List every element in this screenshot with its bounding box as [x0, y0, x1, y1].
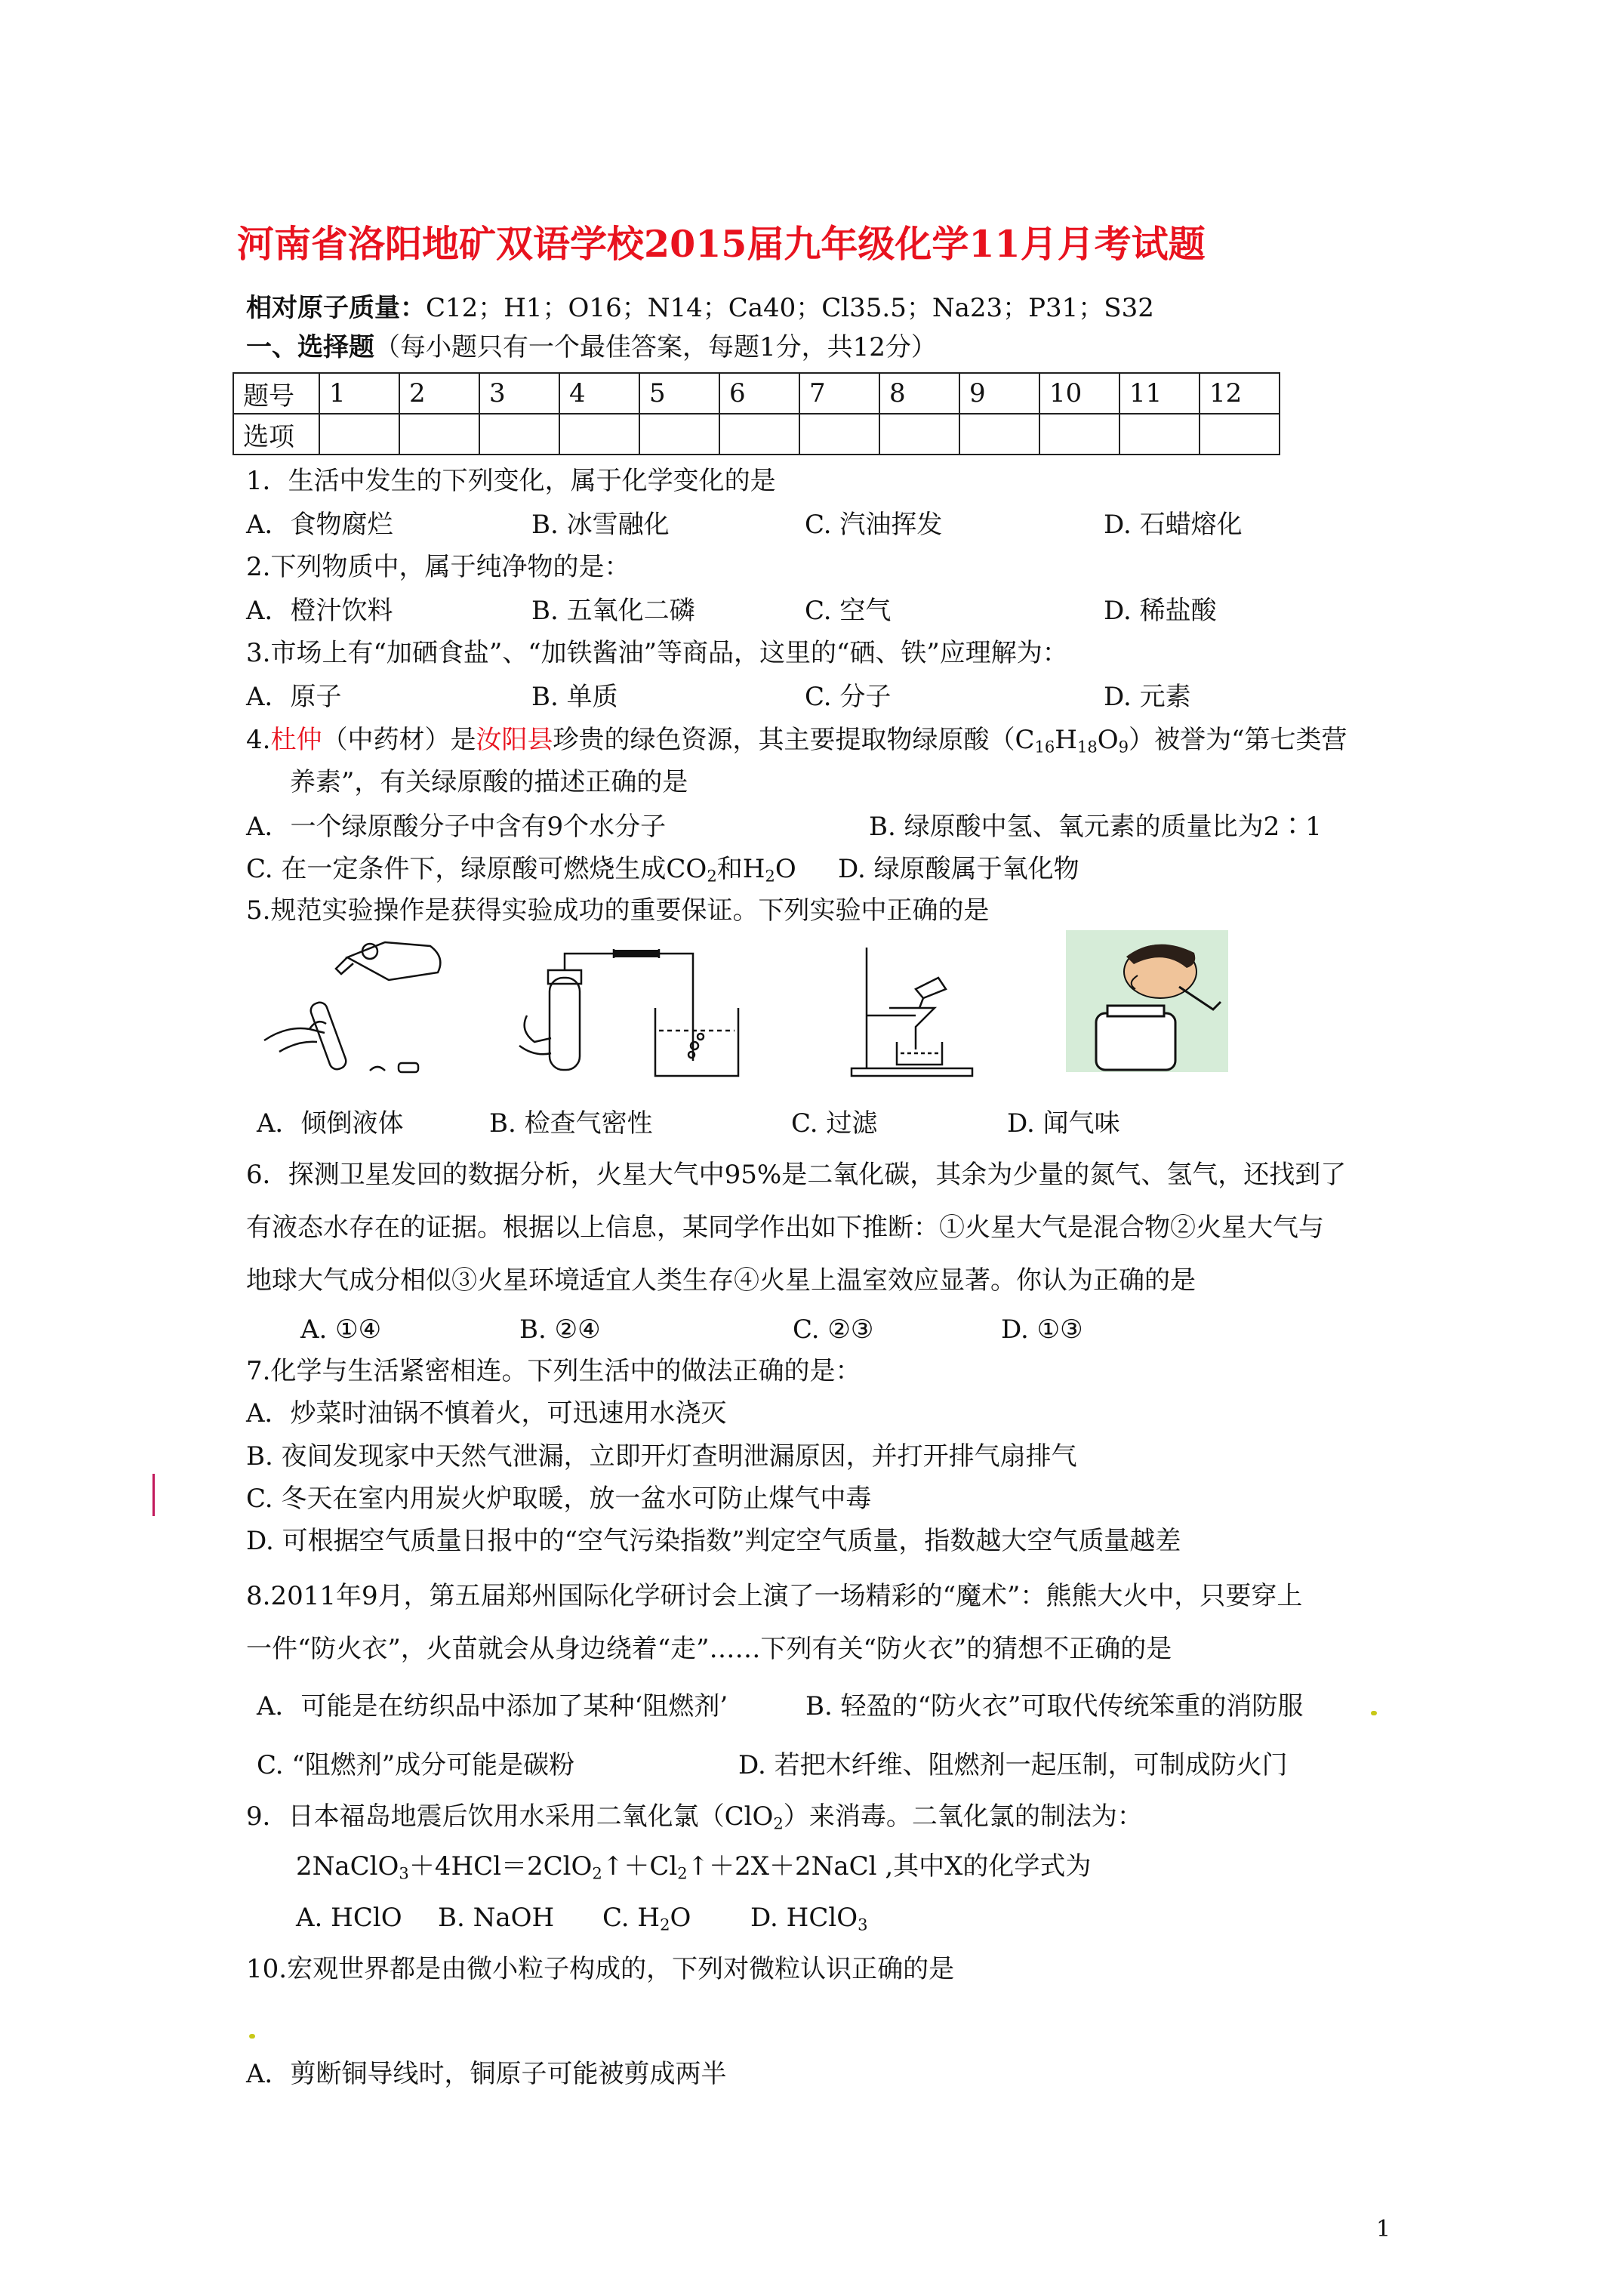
q3-option-b: B. 单质 [531, 682, 618, 712]
question-4-stem [246, 725, 1347, 755]
q9-text: 9．日本福岛地震后饮用水采用二氧化氯（ClO [246, 1801, 774, 1832]
table-cell-number: 9 [959, 373, 1039, 414]
answer-cell[interactable] [559, 414, 639, 455]
pouring-liquid-illustration [257, 927, 453, 1078]
q7-option-d: D. 可根据空气质量日报中的“空气污染指数”判定空气质量，指数越大空气质量越差 [246, 1526, 1181, 1556]
q9-text: ）来消毒。二氧化氯的制法为： [783, 1801, 1143, 1832]
green-dot-mark [249, 2034, 255, 2039]
table-cell-number: 6 [719, 373, 799, 414]
q4-option-a: A．一个绿原酸分子中含有9个水分子 [246, 812, 667, 842]
q9-eq-text: ↑＋Cl [602, 1851, 678, 1881]
question-2-stem: 2.下列物质中，属于纯净物的是： [246, 552, 630, 582]
question-4-number: 4. [246, 725, 271, 755]
answer-table-row-numbers [233, 373, 1280, 414]
q9-option-a: A. HClO [296, 1903, 402, 1933]
q6-option-a: A. ①④ [300, 1314, 382, 1345]
q4-text: 珍贵的绿色资源，其主要提取物绿原酸（C [553, 725, 1035, 755]
q9-eq-sub: 3 [399, 1863, 409, 1883]
section-note: （每小题只有一个最佳答案，每题1分，共12分） [374, 332, 937, 362]
question-6-line3: 地球大气成分相似③火星环境适宜人类生存④火星上温室效应显著。你认为正确的是 [246, 1265, 1196, 1296]
q10-option-a: A．剪断铜导线时，铜原子可能被剪成两半 [246, 2059, 727, 2089]
question-9-stem [246, 1801, 1143, 1832]
q9-equation [296, 1851, 1091, 1881]
filtration-illustration [844, 944, 980, 1083]
q3-option-c: C. 分子 [805, 682, 892, 712]
q8-option-a: A．可能是在纺织品中添加了某种‘阻燃剂’ [257, 1691, 728, 1721]
q2-option-a: A．橙汁饮料 [246, 596, 393, 626]
question-6-line1: 6．探测卫星发回的数据分析，火星大气中95%是二氧化碳，其余为少量的氮气、氢气，还找到了 [246, 1160, 1347, 1190]
answer-cell[interactable] [639, 414, 719, 455]
atomic-mass-label: 相对原子质量： [246, 293, 426, 323]
table-cell-number: 2 [399, 373, 479, 414]
q6-option-d: D. ①③ [1001, 1314, 1083, 1345]
q5-option-b: B. 检查气密性 [489, 1108, 653, 1139]
answer-cell[interactable] [1119, 414, 1200, 455]
answer-cell[interactable] [399, 414, 479, 455]
q8-option-d: D. 若把木纤维、阻燃剂一起压制，可制成防火门 [738, 1750, 1288, 1780]
question-7-stem: 7.化学与生活紧密相连。下列生活中的做法正确的是： [246, 1356, 861, 1386]
q4-option-d: D. 绿原酸属于氧化物 [838, 854, 1079, 884]
page-number: 1 [1376, 2216, 1391, 2242]
q1-option-c: C. 汽油挥发 [805, 510, 943, 540]
q4-sub: 9 [1118, 737, 1129, 757]
table-cell-number: 4 [559, 373, 639, 414]
q9-c-text: O [670, 1903, 691, 1933]
table-cell-number: 5 [639, 373, 719, 414]
table-cell-number: 11 [1119, 373, 1200, 414]
question-1-stem: 1．生活中发生的下列变化，属于化学变化的是 [246, 466, 776, 496]
q6-option-c: C. ②③ [793, 1314, 874, 1345]
table-header-number: 题号 [233, 373, 319, 414]
q2-option-c: C. 空气 [805, 596, 892, 626]
q9-d-text: D. HClO [750, 1903, 858, 1933]
q4-c-sub: 2 [707, 866, 717, 886]
q3-option-a: A．原子 [246, 682, 342, 712]
q1-option-a: A．食物腐烂 [246, 510, 393, 540]
answer-cell[interactable] [879, 414, 959, 455]
q9-c-sub: 2 [660, 1915, 670, 1934]
q7-option-a: A．炒菜时油锅不慎着火，可迅速用水浇灭 [246, 1398, 727, 1428]
answer-table [233, 372, 1280, 455]
table-cell-number: 1 [319, 373, 399, 414]
section-heading [246, 332, 937, 362]
q9-option-d [750, 1903, 868, 1933]
link-ruyang-county[interactable]: 汝阳县 [476, 725, 553, 755]
answer-cell[interactable] [719, 414, 799, 455]
q5-option-a: A．倾倒液体 [257, 1108, 404, 1139]
q7-option-c: C. 冬天在室内用炭火炉取暖，放一盆水可防止煤气中毒 [246, 1484, 872, 1514]
q9-eq-text: ↑＋2X＋2NaCl ,其中X的化学式为 [687, 1851, 1092, 1881]
table-cell-number: 10 [1039, 373, 1119, 414]
answer-cell[interactable] [1200, 414, 1280, 455]
q2-option-d: D. 稀盐酸 [1104, 596, 1217, 626]
q5-option-d: D. 闻气味 [1007, 1108, 1120, 1139]
q8-option-c: C. “阻燃剂”成分可能是碳粉 [257, 1750, 575, 1780]
answer-cell[interactable] [799, 414, 879, 455]
q4-text: O [1097, 725, 1119, 755]
page-title: 河南省洛阳地矿双语学校2015届九年级化学11月月考试题 [237, 222, 1206, 266]
answer-cell[interactable] [479, 414, 559, 455]
atomic-mass-values: C12；H1；O16；N14；Ca40；Cl35.5；Na23；P31；S32 [426, 293, 1154, 323]
question-8-line1: 8.2011年9月，第五届郑州国际化学研讨会上演了一场精彩的“魔术”：熊熊大火中，只要穿上 [246, 1581, 1303, 1611]
question-5-stem: 5.规范实验操作是获得实验成功的重要保证。下列实验中正确的是 [246, 895, 990, 926]
q7-option-b: B. 夜间发现家中天然气泄漏，立即开灯查明泄漏原因，并打开排气扇排气 [246, 1441, 1077, 1472]
q4-sub: 16 [1034, 737, 1055, 757]
q4-option-b: B. 绿原酸中氢、氧元素的质量比为2∶1 [869, 812, 1322, 842]
q9-c-text: C. H [602, 1903, 661, 1933]
q1-option-b: B. 冰雪融化 [531, 510, 670, 540]
q3-option-d: D. 元素 [1104, 682, 1191, 712]
question-6-line2: 有液态水存在的证据。根据以上信息，某同学作出如下推断：①火星大气是混合物②火星大气与 [246, 1213, 1324, 1243]
atomic-mass-line [246, 293, 1154, 323]
table-cell-number: 12 [1200, 373, 1280, 414]
q9-option-b: B. NaOH [438, 1903, 555, 1933]
q9-eq-text: ＋4HCl＝2ClO [408, 1851, 593, 1881]
question-8-line2: 一件“防火衣”，火苗就会从身边绕着“走”……下列有关“防火衣”的猜想不正确的是 [246, 1634, 1172, 1664]
q4-text: H [1055, 725, 1077, 755]
q1-option-d: D. 石蜡熔化 [1104, 510, 1243, 540]
q6-option-b: B. ②④ [519, 1314, 601, 1345]
section-label: 一、选择题 [246, 332, 374, 362]
q9-eq-text: 2NaClO [296, 1851, 399, 1881]
q4-sub: 18 [1076, 737, 1098, 757]
q4-c-text: 和H [716, 854, 765, 884]
question-3-stem: 3.市场上有“加硒食盐”、“加铁酱油”等商品，这里的“硒、铁”应理解为： [246, 638, 1068, 668]
text-cursor [152, 1474, 155, 1516]
q9-option-c [602, 1903, 691, 1933]
table-cell-number: 8 [879, 373, 959, 414]
q9-sub: 2 [773, 1814, 784, 1833]
table-cell-number: 3 [479, 373, 559, 414]
question-10-stem: 10.宏观世界都是由微小粒子构成的，下列对微粒认识正确的是 [246, 1954, 955, 1984]
q9-d-sub: 3 [858, 1915, 868, 1934]
airtightness-check-illustration [504, 948, 791, 1080]
table-cell-number: 7 [799, 373, 879, 414]
smelling-gas-illustration [1066, 930, 1228, 1072]
table-header-answer: 选项 [233, 414, 319, 455]
q2-option-b: B. 五氧化二磷 [531, 596, 695, 626]
q9-eq-sub: 2 [677, 1863, 688, 1883]
q4-c-text: O [775, 854, 796, 884]
answer-table-row-answers [233, 414, 1280, 455]
question-4-stem-line2: 养素”，有关绿原酸的描述正确的是 [290, 767, 688, 797]
q4-text: ）被誉为“第七类营 [1129, 725, 1347, 755]
answer-cell[interactable] [1039, 414, 1119, 455]
green-dot-mark [1371, 1711, 1377, 1715]
answer-cell[interactable] [959, 414, 1039, 455]
q4-option-c [246, 854, 796, 884]
q4-text: （中药材）是 [322, 725, 476, 755]
q9-eq-sub: 2 [592, 1863, 602, 1883]
q5-option-c: C. 过滤 [791, 1108, 878, 1139]
link-duzhong[interactable]: 杜仲 [270, 725, 322, 755]
q4-c-sub: 2 [765, 866, 775, 886]
answer-cell[interactable] [319, 414, 399, 455]
q4-c-text: C. 在一定条件下，绿原酸可燃烧生成CO [246, 854, 707, 884]
q8-option-b: B. 轻盈的“防火衣”可取代传统笨重的消防服 [805, 1691, 1304, 1721]
